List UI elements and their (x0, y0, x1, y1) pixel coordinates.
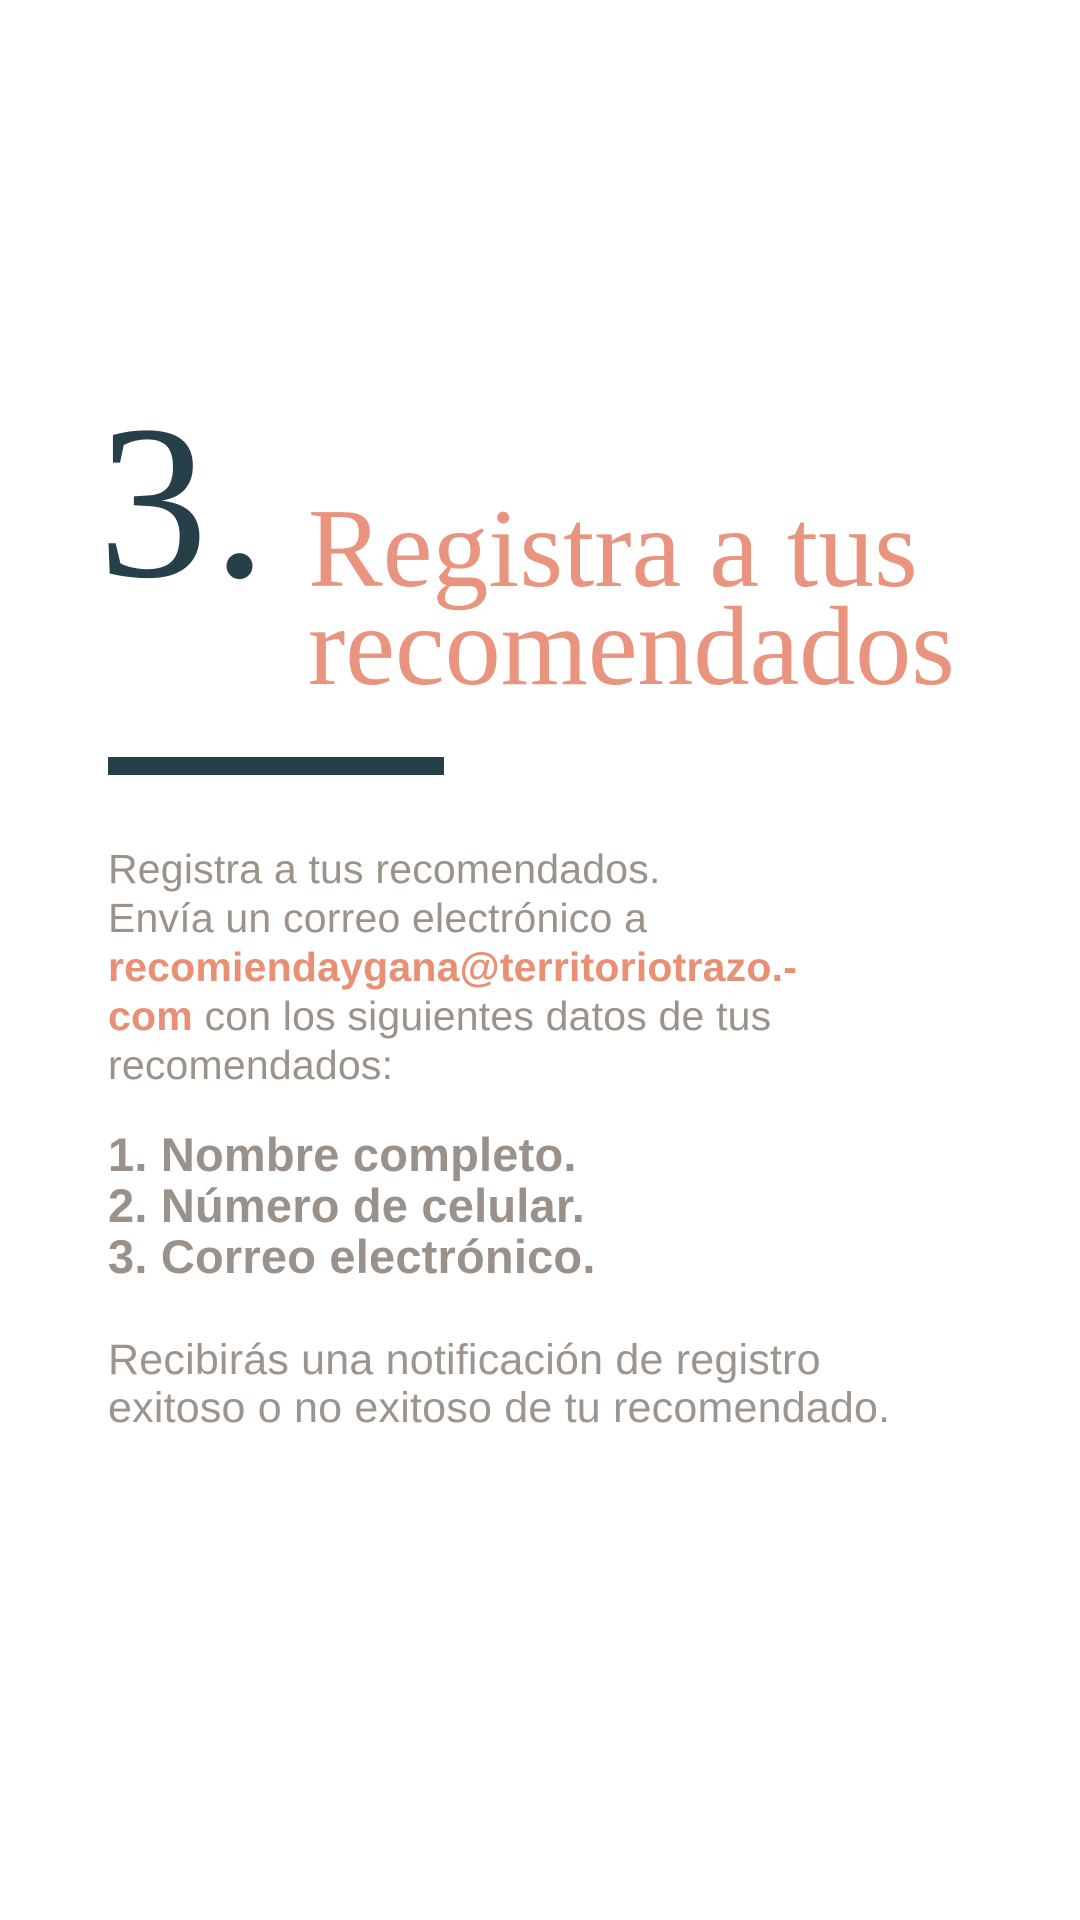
intro-line-4-rest: con los siguientes datos de tus (192, 993, 772, 1039)
page-title-line-2: recomendados (308, 585, 955, 709)
list-item-correo: 3. Correo electrónico. (108, 1230, 596, 1283)
outro-line-1: Recibirás una notificación de registro (108, 1336, 821, 1384)
email-address-line-1: recomiendaygana@territoriotrazo.- (108, 944, 798, 990)
outro-paragraph (108, 1336, 1028, 1432)
step-number: 3. (98, 380, 271, 624)
intro-line-4 (108, 992, 1008, 1041)
intro-line-5: recomendados: (108, 1042, 394, 1088)
page-title-line-1: Registra a tus (308, 487, 918, 611)
list-item-celular: 2. Número de celular. (108, 1179, 585, 1232)
intro-line-1: Registra a tus recomendados. (108, 846, 661, 892)
intro-line-2: Envía un correo electrónico a (108, 895, 648, 941)
divider-bar (108, 757, 444, 775)
outro-line-2: exitoso o no exitoso de tu recomendado. (108, 1384, 891, 1432)
page-title (308, 487, 955, 709)
intro-paragraph (108, 845, 1008, 1090)
list-item-nombre: 1. Nombre completo. (108, 1128, 577, 1181)
email-address-line-2: com (108, 993, 193, 1039)
required-data-list (108, 1129, 1008, 1282)
